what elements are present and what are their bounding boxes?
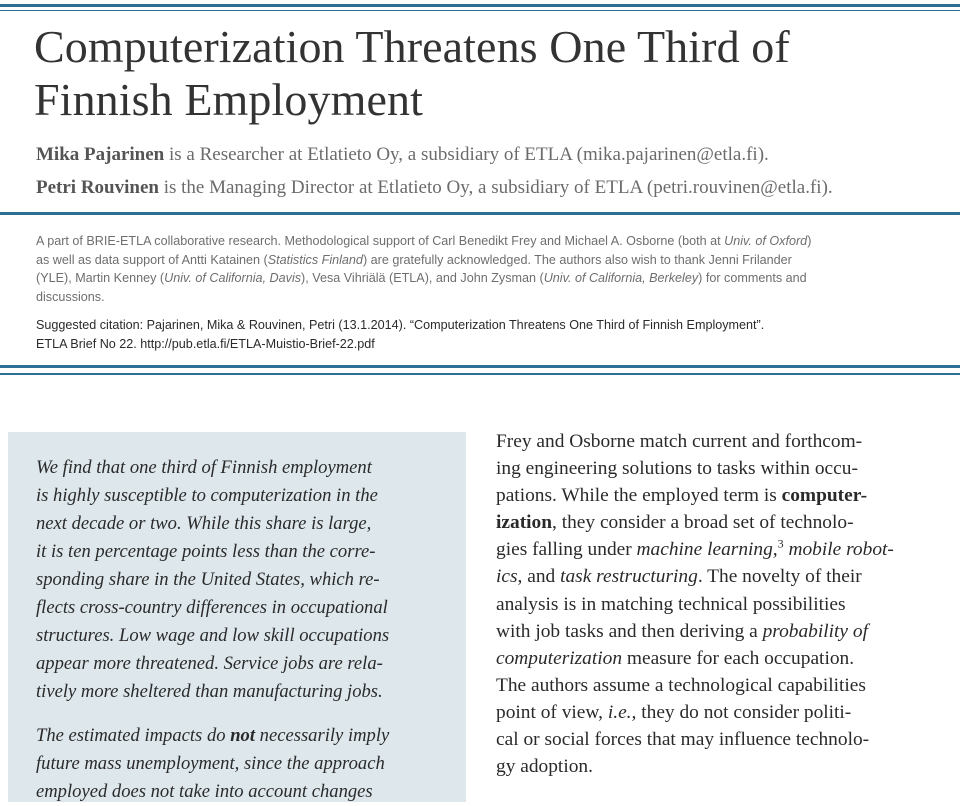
citation-line-2: ETLA Brief No 22. http://pub.etla.fi/ETLA-Muistio-Brief-22.pdf (36, 336, 375, 351)
citation-divider-thin (0, 373, 960, 375)
author-affiliation: is a Researcher at Etlatieto Oy, a subsidiary of ETLA (mika.pajarinen@etla.fi). (164, 144, 769, 165)
header-divider (0, 212, 960, 215)
author-line-1 (36, 143, 946, 167)
author-affiliation: is the Managing Director at Etlatieto Oy, a subsidiary of ETLA (petri.rouvinen@etla.fi). (158, 177, 833, 198)
page-title (34, 20, 934, 126)
footnote-marker: 3 (777, 536, 784, 551)
author-name: Mika Pajarinen (36, 144, 165, 165)
ack-line: discussions. (36, 289, 105, 304)
top-rule (0, 4, 960, 7)
top-rule-thin (0, 10, 960, 11)
summary-paragraph-1: We find that one third of Finnish employment is highly susceptible to computerization in the next decade or two. While this share is large, it is ten percentage points less than the corre- sponding share in the United States, which re- flects cross-country differences in occupational structures. Low wage and low skill occupations appear more threatened. Service jobs are rela- tively more sheltered than manufacturing jobs. (36, 457, 390, 702)
acknowledgement (36, 232, 916, 306)
summary-paragraph-2: The estimated impacts do not necessarily imply future mass unemployment, since the approach employed does not take into account changes (36, 725, 390, 802)
title-line-1: Computerization Threatens One Third of (34, 21, 790, 72)
author-line-2 (36, 176, 946, 200)
ack-line: A part of BRIE-ETLA collaborative research. Methodological support of Carl Benedikt Frey and Michael A. Osborne (both at Univ. of Oxford) (36, 234, 812, 248)
body-paragraph: Frey and Osborne match current and forthcom- ing engineering solutions to tasks within occu- pations. While the employed term is computer- ization, they consider a broad set of technolo- gies falling under machine learning,$^3$ mobile robot- ics, and task restructuring. The novelty of their analysis is in matching technical possibilities with job tasks and then deriving a probability of computerization measure for each occupation. The authors assume a technological capabilities point of view, i.e., they do not consider politi- cal or social forces that may influence technolo- gy adoption. (496, 431, 894, 778)
ack-line: (YLE), Martin Kenney (Univ. of California, Davis), Vesa Vihriälä (ETLA), and John Zysman (Univ. of California, Berkeley) for comments and (36, 271, 807, 285)
citation-divider (0, 365, 960, 368)
citation-line-1: Suggested citation: Pajarinen, Mika & Rouvinen, Petri (13.1.2014). “Computerization Threatens One Third of Finnish Employment”. (36, 318, 765, 332)
author-name: Petri Rouvinen (36, 177, 159, 198)
title-line-2: Finnish Employment (34, 74, 423, 125)
ack-line: as well as data support of Antti Katainen (Statistics Finland) are gratefully acknowledged. The authors also wish to thank Jenni Frilander (36, 252, 792, 267)
suggested-citation (36, 316, 916, 353)
